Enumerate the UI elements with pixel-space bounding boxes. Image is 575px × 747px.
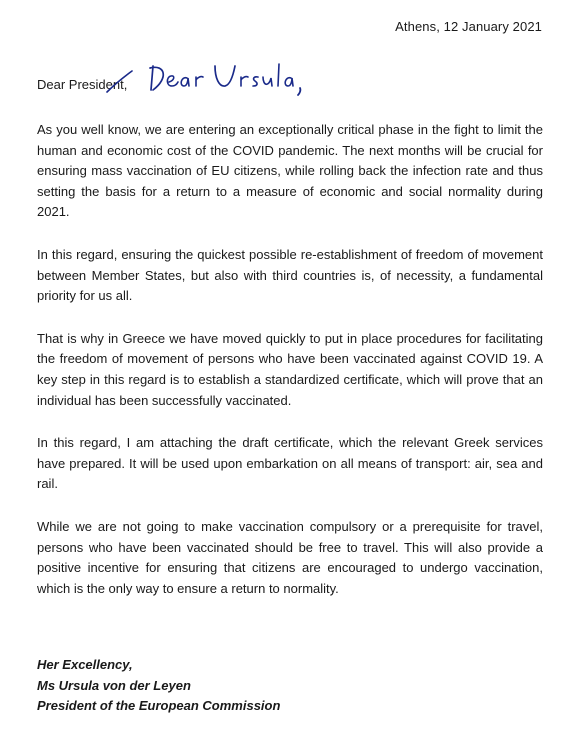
handwritten-strikethrough	[105, 68, 135, 96]
letter-body	[37, 120, 543, 621]
body-paragraph: As you well know, we are entering an exceptionally critical phase in the fight to limit the human and economic cost of the COVID pandemic. The next months will be crucial for ensuring mass vaccination of EU citizens, while rolling back the infection rate and thus setting the basis for a return to a measure of economic and social normality during 2021.	[37, 122, 543, 220]
body-paragraph: In this regard, I am attaching the draft certificate, which the relevant Greek services have prepared. It will be used upon embarkation on all means of transport: air, sea and rail.	[37, 435, 543, 492]
body-paragraph: While we are not going to make vaccination compulsory or a prerequisite for travel, persons who have been vaccinated should be free to travel. This will also provide a positive incentive for ensuring that citizens are encouraged to undergo vaccination, which is the only way to ensure a return to normality.	[37, 518, 543, 596]
body-paragraph: That is why in Greece we have moved quickly to put in place procedures for facilitating the freedom of movement of persons who have been vaccinated against COVID 19. A key step in this regard is to establish a standardized certificate, which will prove that an individual has been successfully vaccinated.	[37, 330, 543, 408]
recipient-name: Ms Ursula von der Leyen	[37, 677, 191, 693]
recipient-title: President of the European Commission	[37, 698, 281, 713]
recipient-block	[37, 655, 280, 717]
salutation-typed: Dear President,	[37, 77, 128, 92]
handwritten-salutation	[145, 60, 305, 100]
recipient-honorific: Her Excellency,	[37, 657, 133, 672]
salutation	[37, 60, 437, 100]
date-line: Athens, 12 January 2021	[395, 19, 542, 34]
body-paragraph: In this regard, ensuring the quickest possible re-establishment of freedom of movement between Member States, but also with third countries is, of necessity, a fundamental priority for us all.	[37, 246, 543, 304]
